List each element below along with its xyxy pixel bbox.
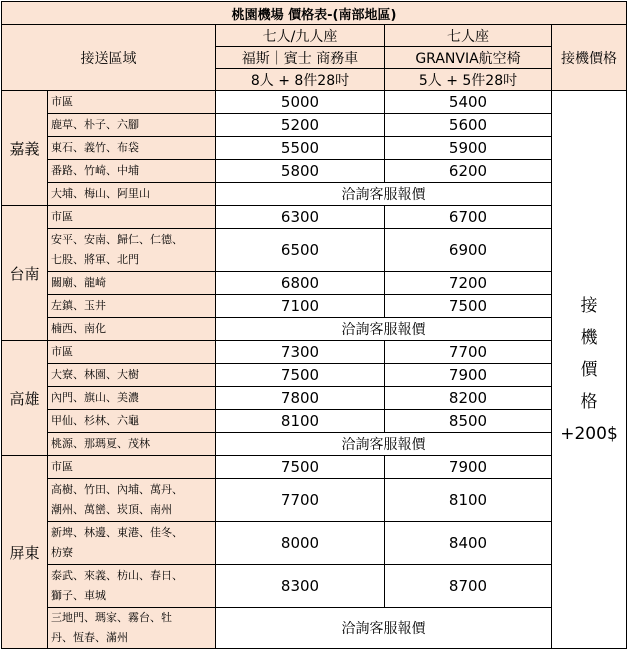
price-cell: 7500 xyxy=(216,364,385,387)
col1-model-header: 福斯｜賓士 商務車 xyxy=(216,47,385,69)
table-row xyxy=(2,565,627,608)
table-row xyxy=(2,91,627,114)
region-label: 台南 xyxy=(2,206,48,341)
table-row xyxy=(2,410,627,433)
inquiry-note: 洽詢客服報價 xyxy=(216,318,552,341)
table-row xyxy=(2,114,627,137)
area-cell: 市區 xyxy=(48,206,216,229)
col1-seats-header: 七人/九人座 xyxy=(216,25,385,47)
price-cell: 7900 xyxy=(385,364,552,387)
price-cell: 8400 xyxy=(385,522,552,565)
table-row xyxy=(2,364,627,387)
region-label: 嘉義 xyxy=(2,91,48,206)
price-cell: 7500 xyxy=(216,456,385,479)
table-row xyxy=(2,318,627,341)
region-label: 高雄 xyxy=(2,341,48,456)
area-cell: 楠西、南化 xyxy=(48,318,216,341)
col1-capacity-header: 8人 + 8件28吋 xyxy=(216,69,385,91)
table-row xyxy=(2,522,627,565)
price-cell: 5400 xyxy=(385,91,552,114)
price-cell: 8300 xyxy=(216,565,385,608)
price-cell: 5900 xyxy=(385,137,552,160)
pickup-note: 接 機 價 格 +200$ xyxy=(552,91,627,649)
area-cell: 番路、竹崎、中埔 xyxy=(48,160,216,183)
price-cell: 5800 xyxy=(216,160,385,183)
price-cell: 7700 xyxy=(216,479,385,522)
area-cell: 市區 xyxy=(48,341,216,364)
area-cell: 市區 xyxy=(48,91,216,114)
price-cell: 5200 xyxy=(216,114,385,137)
col2-capacity-header: 5人 + 5件28吋 xyxy=(385,69,552,91)
price-cell: 5000 xyxy=(216,91,385,114)
region-label: 屏東 xyxy=(2,456,48,649)
area-cell: 市區 xyxy=(48,456,216,479)
col2-model-header: GRANVIA航空椅 xyxy=(385,47,552,69)
table-row xyxy=(2,433,627,456)
area-cell: 左鎮、玉井 xyxy=(48,295,216,318)
price-cell: 7900 xyxy=(385,456,552,479)
area-cell: 鹿草、朴子、六腳 xyxy=(48,114,216,137)
table-row xyxy=(2,456,627,479)
price-cell: 7100 xyxy=(216,295,385,318)
price-cell: 6800 xyxy=(216,272,385,295)
price-cell: 8700 xyxy=(385,565,552,608)
area-cell: 大寮、林園、大樹 xyxy=(48,364,216,387)
table-row xyxy=(2,387,627,410)
area-cell: 新埤、林邊、東港、佳冬、 枋寮 xyxy=(48,522,216,565)
price-cell: 8100 xyxy=(385,479,552,522)
area-cell: 東石、義竹、布袋 xyxy=(48,137,216,160)
table-row xyxy=(2,137,627,160)
price-cell: 6700 xyxy=(385,206,552,229)
table-row xyxy=(2,341,627,364)
price-cell: 8100 xyxy=(216,410,385,433)
area-cell: 甲仙、杉林、六龜 xyxy=(48,410,216,433)
table-row xyxy=(2,160,627,183)
price-cell: 7200 xyxy=(385,272,552,295)
price-cell: 8200 xyxy=(385,387,552,410)
price-cell: 6900 xyxy=(385,229,552,272)
inquiry-note: 洽詢客服報價 xyxy=(216,183,552,206)
price-cell: 7300 xyxy=(216,341,385,364)
price-cell: 8500 xyxy=(385,410,552,433)
price-cell: 6200 xyxy=(385,160,552,183)
inquiry-note: 洽詢客服報價 xyxy=(216,608,552,649)
table-row xyxy=(2,479,627,522)
area-cell: 大埔、梅山、阿里山 xyxy=(48,183,216,206)
table-row xyxy=(2,272,627,295)
price-cell: 7800 xyxy=(216,387,385,410)
price-cell: 6300 xyxy=(216,206,385,229)
price-cell: 6500 xyxy=(216,229,385,272)
pickup-price-header: 接機價格 xyxy=(552,25,627,91)
table-row xyxy=(2,206,627,229)
area-cell: 泰武、來義、枋山、春日、 獅子、車城 xyxy=(48,565,216,608)
table-row xyxy=(2,183,627,206)
col2-seats-header: 七人座 xyxy=(385,25,552,47)
area-cell: 高樹、竹田、內埔、萬丹、 潮州、萬巒、崁頂、南州 xyxy=(48,479,216,522)
area-cell: 關廟、龍崎 xyxy=(48,272,216,295)
price-cell: 7700 xyxy=(385,341,552,364)
price-cell: 7500 xyxy=(385,295,552,318)
price-cell: 8000 xyxy=(216,522,385,565)
table-title: 桃園機場 價格表-(南部地區) xyxy=(2,2,627,25)
price-cell: 5500 xyxy=(216,137,385,160)
price-cell: 5600 xyxy=(385,114,552,137)
price-table xyxy=(1,1,627,649)
table-row xyxy=(2,608,627,649)
area-cell: 內門、旗山、美濃 xyxy=(48,387,216,410)
table-row xyxy=(2,229,627,272)
table-row xyxy=(2,295,627,318)
area-cell: 安平、安南、歸仁、仁德、 七股、將軍、北門 xyxy=(48,229,216,272)
area-header: 接送區域 xyxy=(2,25,216,91)
area-cell: 三地門、瑪家、霧台、牡 丹、恆春、滿州 xyxy=(48,608,216,649)
inquiry-note: 洽詢客服報價 xyxy=(216,433,552,456)
area-cell: 桃源、那瑪夏、茂林 xyxy=(48,433,216,456)
